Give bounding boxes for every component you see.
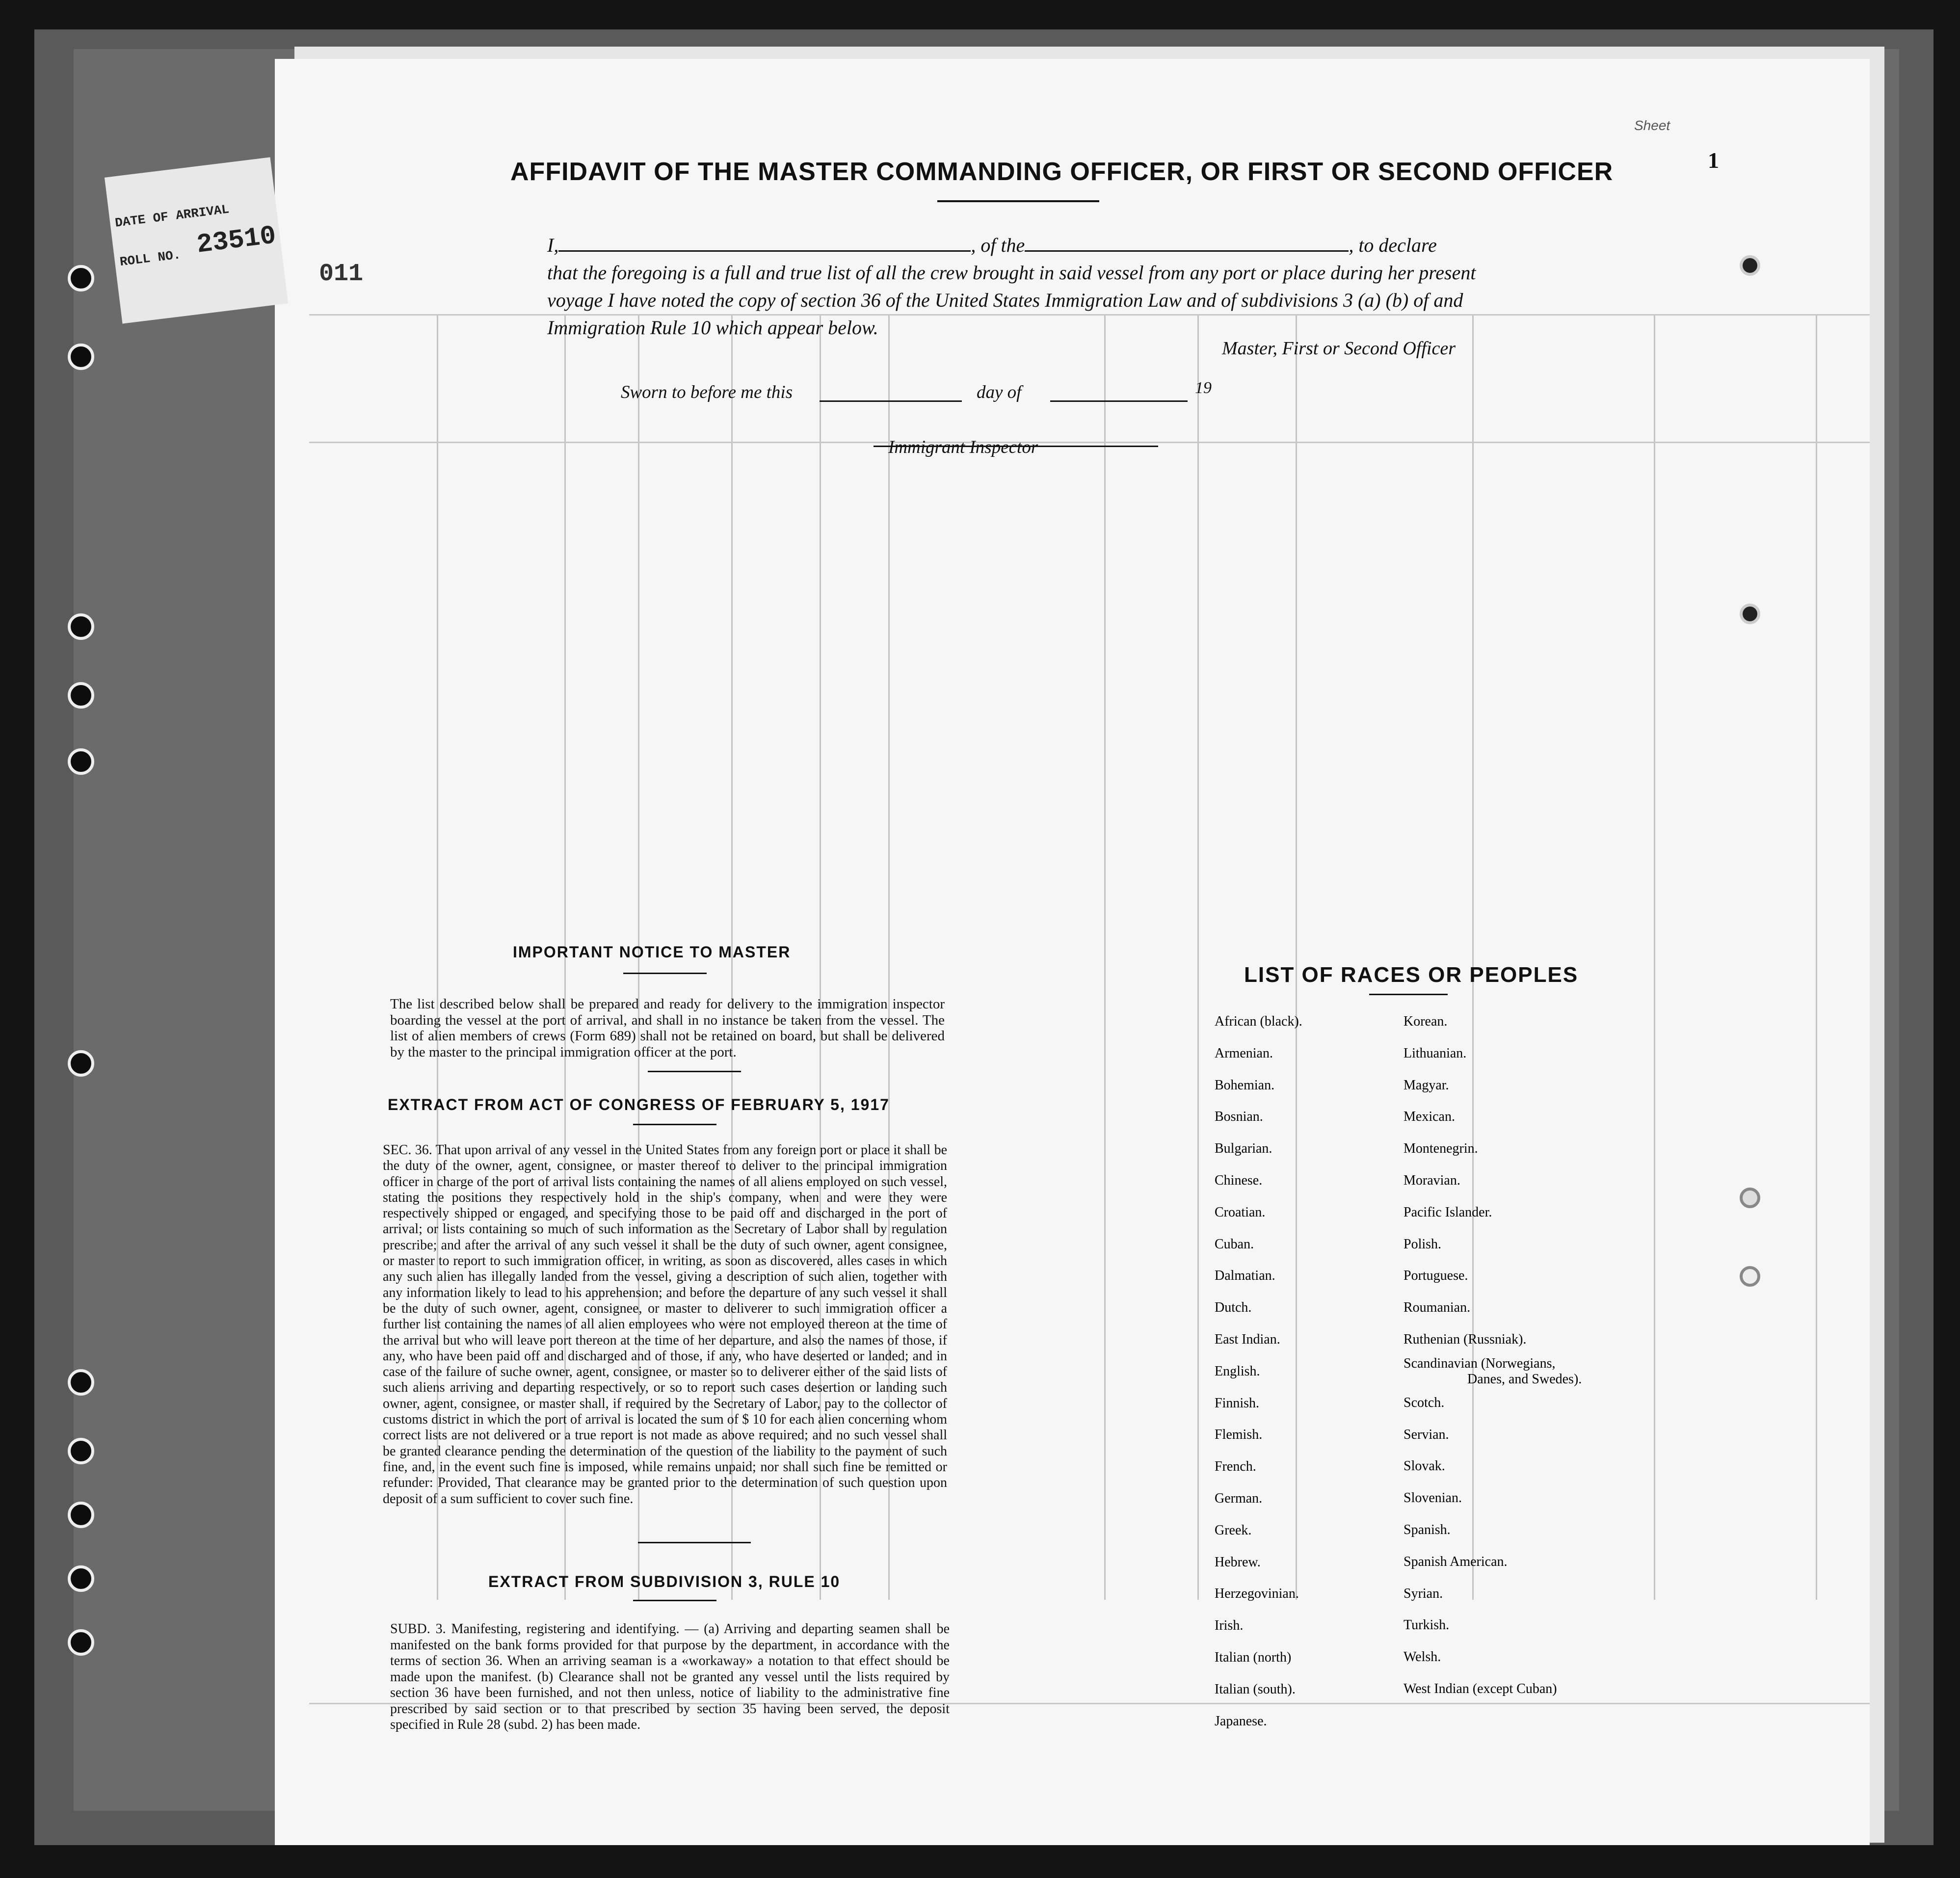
stamp-roll-number: 23510: [195, 221, 278, 261]
race-item: Bulgarian.: [1215, 1141, 1272, 1157]
stamp-roll-label: ROLL NO.: [119, 247, 182, 270]
punch-hole: [68, 265, 94, 291]
race-item: Lithuanian.: [1404, 1045, 1467, 1061]
rule-extract-rule: [633, 1600, 716, 1601]
race-item: Hebrew.: [1215, 1554, 1261, 1570]
race-item: German.: [1215, 1490, 1263, 1506]
race-item: Bosnian.: [1215, 1109, 1263, 1125]
race-item: Syrian.: [1404, 1586, 1443, 1601]
race-item: Korean.: [1404, 1014, 1448, 1029]
punch-hole: [68, 613, 94, 640]
left-page-number: 011: [319, 260, 364, 288]
declarant-name-blank: [558, 231, 971, 252]
race-item: Spanish American.: [1404, 1554, 1508, 1569]
signature-label: Master, First or Second Officer: [1222, 338, 1456, 359]
race-item: Bohemian.: [1215, 1077, 1275, 1093]
sheet-label: Sheet: [1634, 118, 1670, 133]
punch-hole: [68, 748, 94, 775]
race-item: West Indian (except Cuban): [1404, 1681, 1557, 1696]
grid-line: [1104, 314, 1106, 1600]
divider-rule: [638, 1542, 751, 1543]
race-item: Montenegrin.: [1404, 1141, 1478, 1157]
affidavit-line1: I, , of the , to declare: [547, 231, 1489, 259]
punch-hole: [1740, 1266, 1760, 1287]
race-item: Italian (south).: [1215, 1681, 1296, 1697]
race-item: Roumanian.: [1404, 1300, 1471, 1316]
race-item: Scotch.: [1404, 1395, 1445, 1410]
race-item: Slovak.: [1404, 1458, 1445, 1474]
inspector-label: Immigrant Inspector: [888, 437, 1038, 457]
affidavit-declaration: that the foregoing is a full and true list of all the crew brought in said vessel from any port or place during her present voyage I have noted the copy of section 36 of the United States Immigration Law and of subdivisions 3 (a) (b) of and Immigration Rule 10 which appear below.: [547, 262, 1476, 339]
races-title: LIST OF RACES OR PEOPLES: [1244, 963, 1579, 987]
race-item: Servian.: [1404, 1427, 1449, 1442]
race-item: Portuguese.: [1404, 1268, 1468, 1284]
notice-rule: [623, 973, 707, 974]
race-item: Moravian.: [1404, 1172, 1460, 1188]
races-rule: [1369, 994, 1448, 995]
punch-hole: [68, 1629, 94, 1656]
race-item: Chinese.: [1215, 1172, 1263, 1188]
race-item: Armenian.: [1215, 1045, 1273, 1061]
race-item: English.: [1215, 1363, 1260, 1379]
affidavit-title: AFFIDAVIT OF THE MASTER COMMANDING OFFICER, OR FIRST OR SECOND OFFICER: [510, 158, 1614, 186]
race-item: Irish.: [1215, 1618, 1244, 1634]
race-item: Croatian.: [1215, 1204, 1266, 1220]
sworn-day-blank: [820, 381, 962, 402]
rule-extract-title: EXTRACT FROM SUBDIVISION 3, RULE 10: [488, 1573, 841, 1590]
race-item: French.: [1215, 1459, 1256, 1475]
races-column-2: [1404, 1006, 1582, 1705]
race-item: Spanish.: [1404, 1522, 1451, 1537]
race-item: Finnish.: [1215, 1395, 1260, 1411]
vessel-name-blank: [1025, 231, 1349, 252]
race-item: Dutch.: [1215, 1300, 1252, 1316]
punch-hole: [1740, 255, 1760, 276]
race-item: Cuban.: [1215, 1236, 1254, 1252]
punch-hole: [68, 1050, 94, 1077]
race-item: Ruthenian (Russniak).: [1404, 1331, 1527, 1347]
race-item: Turkish.: [1404, 1617, 1450, 1633]
sheet-number: 1: [1708, 148, 1719, 173]
year-prefix: 19: [1195, 379, 1212, 397]
punch-hole: [68, 1502, 94, 1528]
punch-hole: [1740, 604, 1760, 624]
race-item: Italian (north): [1215, 1649, 1292, 1665]
sworn-label: Sworn to before me this: [621, 382, 793, 402]
race-item: African (black).: [1215, 1014, 1302, 1029]
notice-title: IMPORTANT NOTICE TO MASTER: [513, 943, 791, 961]
race-item: Polish.: [1404, 1236, 1442, 1252]
punch-hole: [68, 1565, 94, 1592]
notice-text: The list described below shall be prepared and ready for delivery to the immigration inspector boarding the vessel at the port of arrival, and shall in no instance be taken from the vessel. The list of alien members of crews (Form 689) shall not be retained on board, but shall be delivered by the master to the principal immigration officer at the port.: [390, 996, 945, 1060]
grid-line: [1654, 314, 1655, 1600]
race-item: Flemish.: [1215, 1427, 1263, 1443]
punch-hole: [1740, 1188, 1760, 1208]
race-item: Pacific Islander.: [1404, 1204, 1492, 1220]
race-item: Magyar.: [1404, 1077, 1449, 1093]
affidavit-body: [547, 231, 1489, 342]
race-item: Dalmatian.: [1215, 1268, 1275, 1284]
title-rule: [937, 200, 1099, 202]
punch-hole: [68, 1438, 94, 1464]
stamp-date-label: DATE OF ARRIVAL: [114, 202, 230, 231]
rule-extract-text: SUBD. 3. Manifesting, registering and identifying. — (a) Arriving and departing seamen shall be manifested on the bank forms provided for that purpose by the department, in accordance with the terms of section 36. When an arriving seaman is a «workaway» a notation to that effect should be made upon the manifest. (b) Clearance shall not be granted any vessel until the lists required by section 36 have been furnished, and not then unless, notice of liability to the administrative fine prescribed by said section or to that prescribed by section 35 having been served, the deposit specified in Rule 28 (subd. 2) has been made.: [390, 1621, 950, 1732]
roll-stamp: [105, 157, 288, 323]
race-item: Danes, and Swedes).: [1467, 1371, 1582, 1387]
act-rule: [633, 1124, 716, 1125]
grid-line: [1197, 314, 1199, 1600]
races-column-1: [1215, 1006, 1302, 1737]
day-of-label: day of: [977, 382, 1022, 402]
divider-rule: [648, 1071, 741, 1072]
act-extract-title: EXTRACT FROM ACT OF CONGRESS OF FEBRUARY 5, 1917: [388, 1096, 890, 1113]
race-item: Welsh.: [1404, 1649, 1441, 1665]
sworn-month-blank: [1050, 381, 1188, 402]
race-item: Greek.: [1215, 1522, 1252, 1538]
race-item: East Indian.: [1215, 1331, 1280, 1347]
race-item: Japanese.: [1215, 1713, 1267, 1729]
punch-hole: [68, 1369, 94, 1396]
race-item: Slovenian.: [1404, 1490, 1462, 1506]
race-item: Mexican.: [1404, 1109, 1455, 1125]
punch-hole: [68, 682, 94, 709]
grid-line: [1816, 314, 1817, 1600]
punch-hole: [68, 344, 94, 370]
race-item: Herzegovinian.: [1215, 1586, 1299, 1602]
race-item: Scandinavian (Norwegians,: [1404, 1355, 1556, 1371]
act-extract-text: SEC. 36. That upon arrival of any vessel in the United States from any foreign port or place it shall be the duty of the owner, agent, consignee, or master thereof to deliver to the principal immigration officer in charge of the port of arrival lists containing the names of all aliens employed on such vessel, stating the positions they respectively hold in the ship's company, when and were they were respectively shipped or engaged, and specifying those to be paid off and discharged in the port of arrival; or lists containing so much of such information as the Secretary of Labor shall by regulation prescribe; and after the arrival of any such vessel it shall be the duty of such owner, agent consignee, or master to report to such immigration officer, in writing, as soon as discovered, alles cases in which any such alien has illegally landed from the vessel, giving a description of such alien, together with any information likely to lead to his apprehension; and before the departure of any such vessel it shall be the duty of such owner, agent, consignee, or master to deliverer to such immigration officer a further list containing the names of all alien employees who were not employed thereon at the time of the arrival but who will leave port thereon at the time of her departure, and also the names of those, if any, who have been paid off and discharged and of those, if any, who have deserted or landed; and in case of the failure of suche owner, agent, consignee, or master so to deliverer either of the said lists of such aliens arriving and departing respectively, or so to report such cases desertion or landing such owner, agent, consignee, or master shall, if required by the Secretary of Labor, pay to the collector of customs district in which the port of arrival is located the sum of $ 10 for each alien concerning whom correct lists are not delivered or a true report is not made as above required; and no such vessel shall be granted clearance pending the determination of the question of the liability to the payment of such fine, and, in the event such fine is imposed, while remains unpaid; nor shall such fine be remitted or refunder: Provided, That clearance may be granted prior to the determination of such question upon deposit of a sum sufficient to cover such fine.: [383, 1142, 947, 1507]
